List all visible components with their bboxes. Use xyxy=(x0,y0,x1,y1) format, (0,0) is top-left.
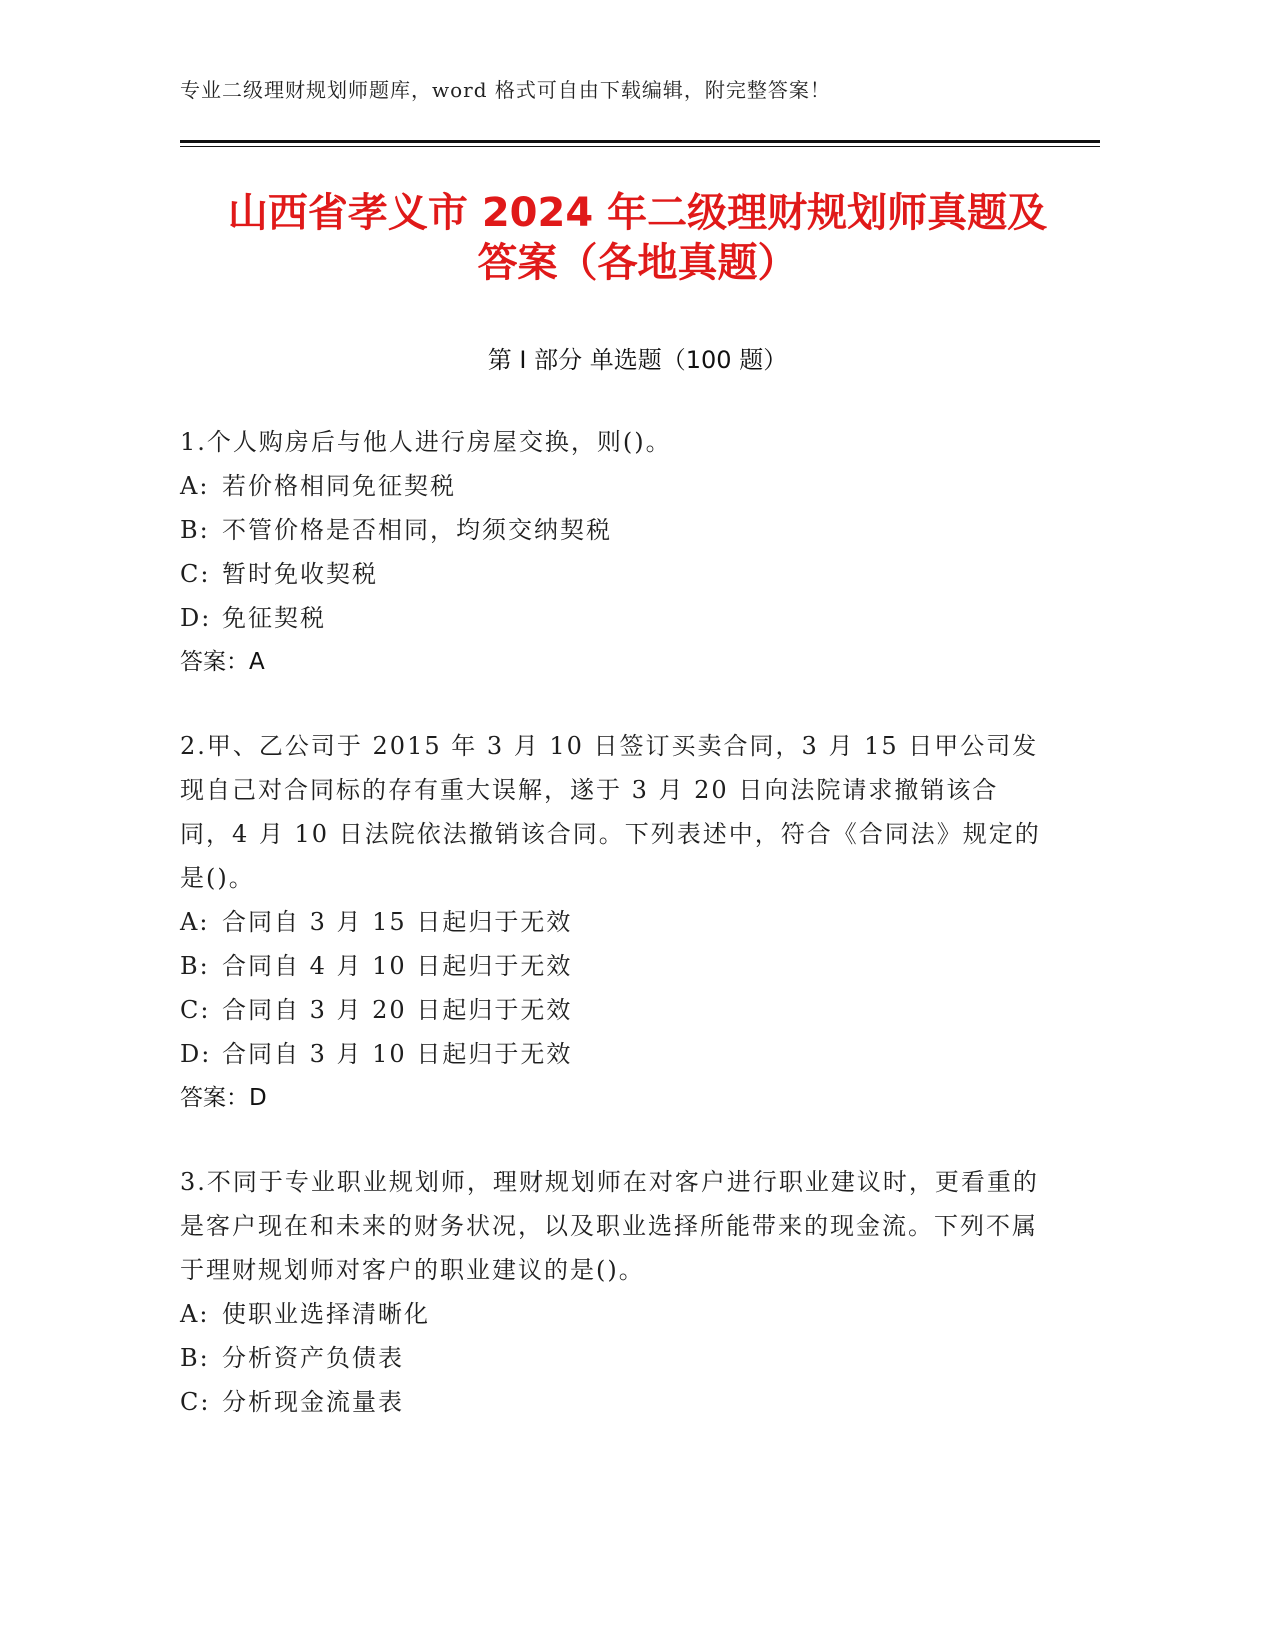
option-text: 分析现金流量表 xyxy=(222,1388,404,1416)
option-letter: B: xyxy=(180,1344,210,1372)
option-text: 合同自 4 月 10 日起归于无效 xyxy=(222,952,573,980)
option-text: 合同自 3 月 20 日起归于无效 xyxy=(222,996,573,1024)
option-b xyxy=(180,508,1050,552)
option-a xyxy=(180,1292,1050,1336)
option-b xyxy=(180,944,1050,988)
answer-line: 答案：A xyxy=(180,649,265,675)
option-c xyxy=(180,552,1050,596)
option-text: 合同自 3 月 10 日起归于无效 xyxy=(222,1040,573,1068)
header-rule-thick xyxy=(180,140,1100,143)
option-letter: A: xyxy=(180,1300,210,1328)
option-c xyxy=(180,1380,1050,1424)
document-title xyxy=(150,188,1125,288)
section-title: 第 I 部分 单选题（100 题） xyxy=(487,346,788,374)
question-stem: 2.甲、乙公司于 2015 年 3 月 10 日签订买卖合同，3 月 15 日甲公司发现自己对合同标的存有重大误解，遂于 3 月 20 日向法院请求撤销该合同，4 月 10 日法院依法撤销该合同。下列表述中，符合《合同法》规定的是()。 xyxy=(180,732,1041,892)
answer-line: 答案：D xyxy=(180,1085,267,1111)
option-text: 若价格相同免征契税 xyxy=(222,472,456,500)
option-letter: C: xyxy=(180,1388,211,1416)
document-title-line-2: 答案（各地真题） xyxy=(477,240,798,286)
option-letter: B: xyxy=(180,516,210,544)
option-a xyxy=(180,900,1050,944)
option-d xyxy=(180,596,1050,640)
option-text: 暂时免收契税 xyxy=(222,560,378,588)
option-letter: C: xyxy=(180,996,211,1024)
question-1 xyxy=(180,420,1050,684)
option-text: 合同自 3 月 15 日起归于无效 xyxy=(222,908,573,936)
option-text: 免征契税 xyxy=(222,604,326,632)
document-title-line-1: 山西省孝义市 2024 年二级理财规划师真题及 xyxy=(227,190,1048,236)
page-header: 专业二级理财规划师题库，word 格式可自由下载编辑，附完整答案！ xyxy=(180,78,831,102)
option-letter: A: xyxy=(180,472,210,500)
question-3 xyxy=(180,1160,1050,1424)
question-stem: 1.个人购房后与他人进行房屋交换，则()。 xyxy=(180,428,672,456)
option-text: 不管价格是否相同，均须交纳契税 xyxy=(222,516,612,544)
question-2 xyxy=(180,724,1050,1120)
question-stem: 3.不同于专业职业规划师，理财规划师在对客户进行职业建议时，更看重的是客户现在和未来的财务状况，以及职业选择所能带来的现金流。下列不属于理财规划师对客户的职业建议的是()。 xyxy=(180,1168,1039,1284)
option-letter: D: xyxy=(180,1040,212,1068)
option-c xyxy=(180,988,1050,1032)
option-letter: C: xyxy=(180,560,211,588)
option-text: 使职业选择清晰化 xyxy=(222,1300,430,1328)
option-d xyxy=(180,1032,1050,1076)
header-rule-thin xyxy=(180,146,1100,147)
option-b xyxy=(180,1336,1050,1380)
option-letter: D: xyxy=(180,604,212,632)
question-list xyxy=(180,420,1050,1464)
option-text: 分析资产负债表 xyxy=(222,1344,404,1372)
option-a xyxy=(180,464,1050,508)
option-letter: A: xyxy=(180,908,210,936)
option-letter: B: xyxy=(180,952,210,980)
